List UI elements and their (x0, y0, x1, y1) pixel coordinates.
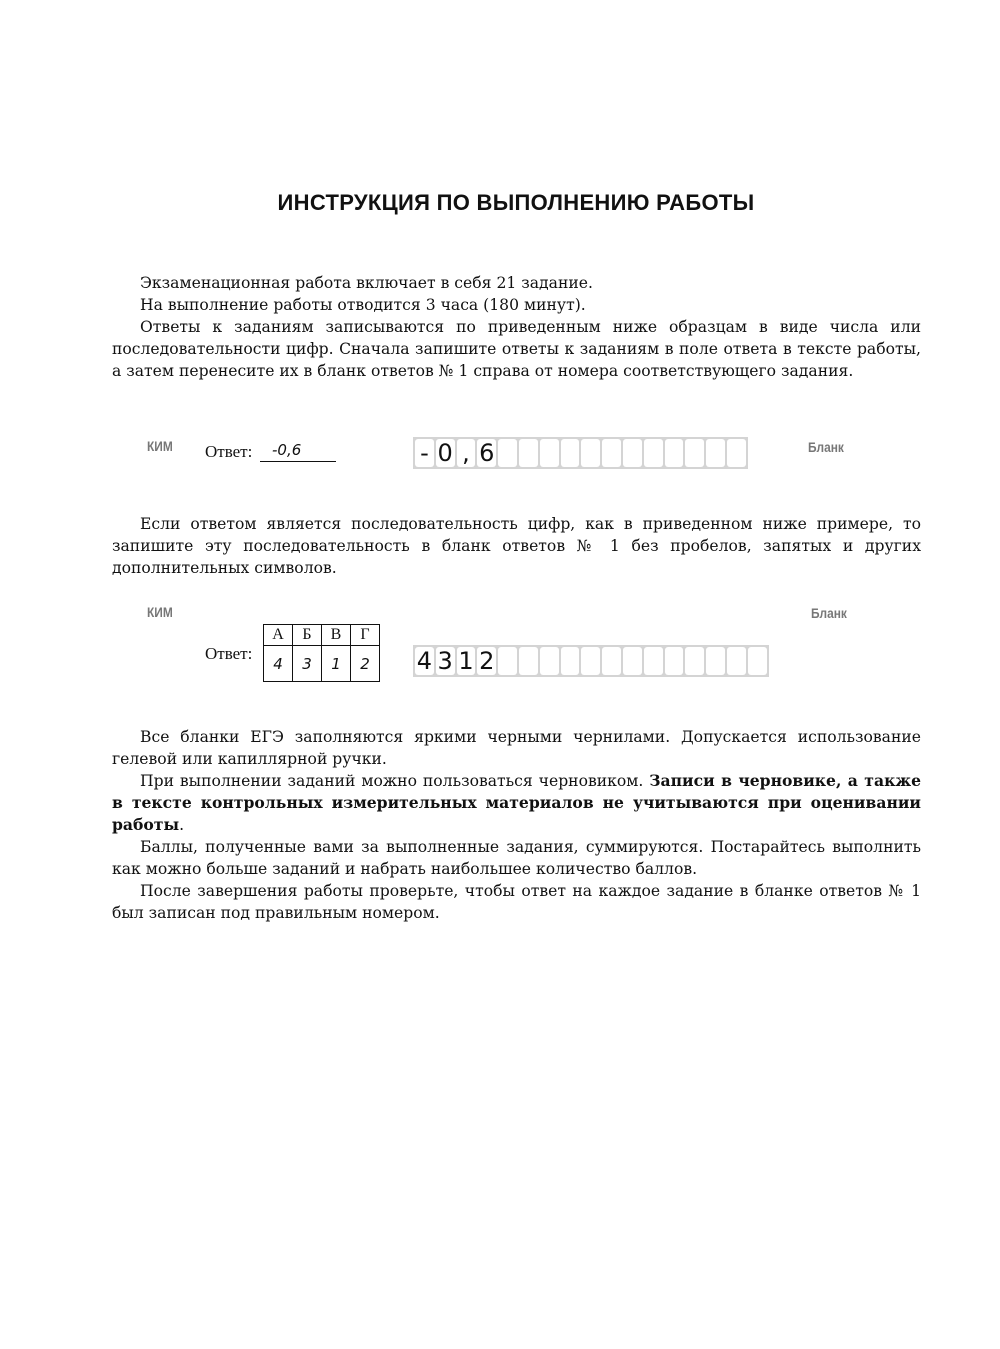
answer-value: -0,6 (260, 441, 336, 462)
bold-text: Записи в черновике, а также в тексте контрольных измерительных материалов не учитываются при оценивании работы (112, 771, 921, 834)
header-cell: В (322, 625, 351, 646)
outro-text (112, 726, 921, 924)
answer-cell: - (415, 439, 434, 467)
value-cell: 4 (264, 646, 293, 682)
blank-label: Бланк (811, 605, 847, 621)
answer-cell (581, 439, 600, 467)
answer-cell (623, 439, 642, 467)
paragraph (112, 770, 921, 836)
answer-cell: 4 (416, 647, 433, 675)
answer-cell (706, 647, 725, 675)
paragraph: На выполнение работы отводится 3 часа (180 минут). (140, 296, 586, 314)
kim-label: КИМ (147, 604, 173, 620)
value-cell: 2 (351, 646, 380, 682)
answer-cell (685, 647, 704, 675)
answer-cell (602, 439, 621, 467)
answer-cell (665, 439, 684, 467)
answer-cell (581, 647, 600, 675)
answer-cell (665, 647, 684, 675)
answer-cell (706, 439, 725, 467)
answer-cell (623, 647, 642, 675)
answer-cell (644, 647, 663, 675)
value-cell: 1 (322, 646, 351, 682)
answer-cell (644, 439, 663, 467)
answer-cell: 6 (479, 439, 495, 467)
answer-cell: 0 (437, 439, 453, 467)
header-cell: Б (293, 625, 322, 646)
text: . (179, 816, 185, 834)
paragraph: Все бланки ЕГЭ заполняются яркими черными чернилами. Допускается использование гелевой или капиллярной ручки. (112, 728, 921, 768)
paragraph: Баллы, полученные вами за выполненные задания, суммируются. Постарайтесь выполнить как можно больше заданий и набрать наибольшее количество баллов. (112, 838, 921, 878)
answer-cell: 2 (479, 647, 495, 675)
header-cell: Г (351, 625, 380, 646)
answer-cell (519, 439, 538, 467)
answer-cell (602, 647, 621, 675)
answer-cell (498, 439, 517, 467)
answer-cell: , (457, 439, 476, 467)
answer-label: Ответ: (205, 644, 253, 663)
paragraph: Экзаменационная работа включает в себя 21 задание. (140, 274, 593, 292)
kim-label: КИМ (147, 438, 173, 454)
text: При выполнении заданий можно пользоваться черновиком. (140, 772, 650, 790)
intro-text (112, 272, 921, 382)
answer-cell (561, 439, 580, 467)
paragraph: Если ответом является последовательность цифр, как в приведенном ниже примере, то запишите эту последовательность в бланк ответов № 1 без пробелов, запятых и других дополнительных символов. (112, 515, 921, 577)
answer-cell (540, 647, 559, 675)
answer-sheet-cells (413, 437, 748, 469)
paragraph: Ответы к заданиям записываются по приведенным ниже образцам в виде числа или последовательности цифр. Сначала запишите ответы к заданиям в поле ответа в тексте работы, а затем перенесите их в бланк ответов № 1 справа от номера соответствующего задания. (112, 318, 921, 380)
answer-cell (540, 439, 559, 467)
answer-label: Ответ: (205, 442, 253, 461)
answer-cell: 1 (458, 647, 474, 675)
answer-cell (519, 647, 538, 675)
blank-label: Бланк (808, 439, 844, 455)
answer-sheet-cells (413, 645, 769, 677)
answer-cell (685, 439, 704, 467)
answer-cell (727, 439, 746, 467)
middle-text (112, 513, 921, 579)
page-title: ИНСТРУКЦИЯ ПО ВЫПОЛНЕНИЮ РАБОТЫ (277, 190, 755, 215)
answer-cell (727, 647, 746, 675)
answer-cell (561, 647, 580, 675)
answer-table (263, 624, 380, 682)
answer-cell (748, 647, 767, 675)
header-cell: А (264, 625, 293, 646)
answer-cell: 3 (437, 647, 453, 675)
value-cell: 3 (293, 646, 322, 682)
answer-cell (498, 647, 517, 675)
paragraph: После завершения работы проверьте, чтобы ответ на каждое задание в бланке ответов № 1 был записан под правильным номером. (112, 882, 921, 922)
